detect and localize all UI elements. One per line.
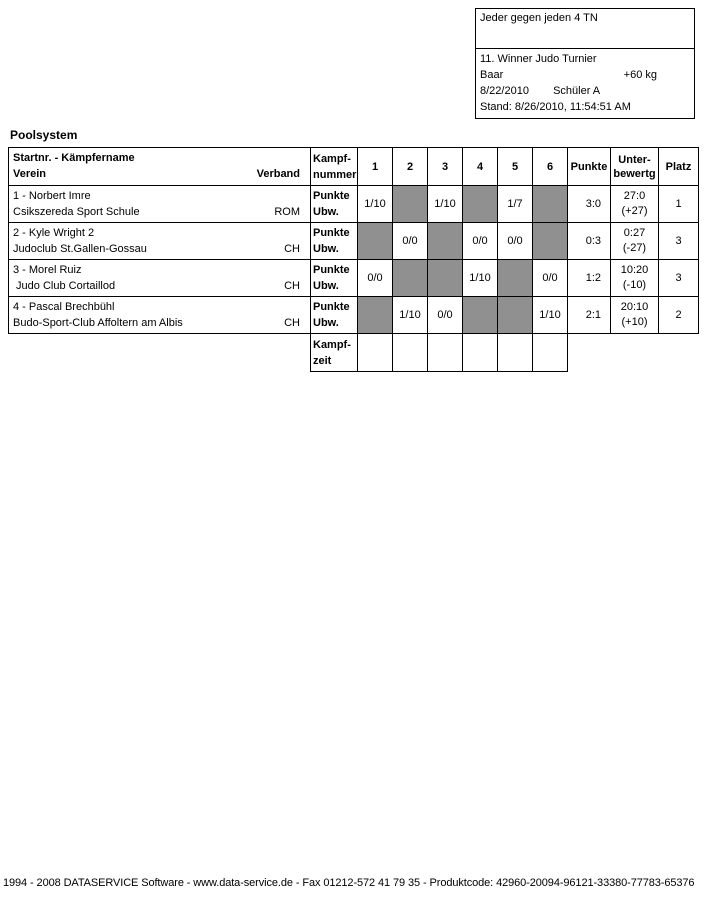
fighter-info-cell	[9, 297, 311, 334]
tournament-info-box	[475, 8, 695, 119]
header-club-federation	[13, 166, 305, 182]
header-match-number-line2: nummer	[313, 168, 357, 181]
header-match-4: 4	[463, 148, 498, 186]
location-weight-line	[480, 67, 690, 83]
points-total-cell: 2:1	[568, 297, 611, 334]
tournament-date: 8/22/2010	[480, 85, 529, 97]
subscore-diff: (+10)	[621, 316, 648, 328]
club-name: Csikszereda Sport Schule	[13, 206, 140, 218]
kampfzeit-cell	[358, 334, 393, 372]
subscore-value: 0:27	[623, 227, 646, 239]
header-club: Verein	[13, 168, 47, 180]
result-cell	[428, 223, 463, 260]
result-cell: 0/0	[533, 260, 568, 297]
kampfzeit-label-line2: zeit	[313, 354, 332, 367]
result-cell: 0/0	[428, 297, 463, 334]
pool-results-table	[8, 147, 699, 372]
footer-text: 1994 - 2008 DATASERVICE Software - www.data-service.de - Fax 01212-572 41 79 35 - Produktcode: 42960-20094-96121-33380-77783-65376	[3, 877, 695, 889]
result-cell	[498, 297, 533, 334]
row-label-punkte: Punkte	[313, 190, 350, 202]
fighter-name: 3 - Morel Ruiz	[13, 264, 82, 276]
subscore-value: 27:0	[623, 190, 646, 202]
subscore-value: 10:20	[620, 264, 649, 276]
kampfzeit-spacer	[568, 334, 611, 372]
header-match-2: 2	[393, 148, 428, 186]
result-cell	[533, 186, 568, 223]
result-cell: 1/10	[358, 186, 393, 223]
club-name: Budo-Sport-Club Affoltern am Albis	[13, 317, 183, 329]
fighter-info-cell	[9, 223, 311, 260]
subscore-diff: (-10)	[622, 279, 647, 291]
kampfzeit-spacer	[659, 334, 699, 372]
subscore-cell	[611, 223, 659, 260]
fighter-info-cell	[9, 260, 311, 297]
result-cell	[428, 260, 463, 297]
result-cell: 0/0	[358, 260, 393, 297]
federation-code: ROM	[274, 206, 300, 218]
row-label-cell	[311, 186, 358, 223]
result-cell: 1/10	[463, 260, 498, 297]
stand-timestamp: Stand: 8/26/2010, 11:54:51 AM	[480, 101, 631, 113]
date-category-line	[480, 83, 690, 99]
subscore-cell	[611, 297, 659, 334]
row-label-punkte: Punkte	[313, 301, 350, 313]
subscore-value: 20:10	[620, 301, 649, 313]
kampfzeit-cell	[498, 334, 533, 372]
row-label-cell	[311, 297, 358, 334]
header-fighter-name: Startnr. - Kämpfername	[13, 152, 135, 164]
kampfzeit-label-line1: Kampf-	[313, 338, 351, 351]
fighter-row-1	[9, 186, 699, 223]
club-name: Judoclub St.Gallen-Gossau	[13, 243, 147, 255]
header-match-number-line1: Kampf-	[313, 152, 351, 165]
fighter-info-cell	[9, 186, 311, 223]
header-fighter-column	[9, 148, 311, 186]
place-cell: 3	[659, 223, 699, 260]
subscore-diff: (-27)	[622, 242, 647, 254]
header-match-5: 5	[498, 148, 533, 186]
subscore-cell	[611, 186, 659, 223]
result-cell: 0/0	[498, 223, 533, 260]
result-cell	[463, 186, 498, 223]
kampfzeit-cell	[533, 334, 568, 372]
kampfzeit-spacer	[9, 334, 311, 372]
result-cell: 1/7	[498, 186, 533, 223]
result-cell: 1/10	[393, 297, 428, 334]
header-match-6: 6	[533, 148, 568, 186]
tournament-name: 11. Winner Judo Turnier	[480, 53, 597, 65]
row-label-cell	[311, 260, 358, 297]
subscore-cell	[611, 260, 659, 297]
result-cell: 0/0	[393, 223, 428, 260]
page-title: Poolsystem	[10, 128, 78, 142]
header-match-1: 1	[358, 148, 393, 186]
header-match-3: 3	[428, 148, 463, 186]
federation-code: CH	[284, 280, 300, 292]
result-cell	[358, 223, 393, 260]
weight-class-label: +60 kg	[623, 69, 657, 81]
kampfzeit-spacer	[611, 334, 659, 372]
header-subscore	[611, 148, 659, 186]
row-label-ubw: Ubw.	[313, 280, 339, 292]
header-place: Platz	[659, 148, 699, 186]
kampfzeit-label	[311, 334, 358, 372]
result-cell: 0/0	[463, 223, 498, 260]
points-total-cell: 3:0	[568, 186, 611, 223]
header-subscore-line1: Unter-	[618, 154, 651, 166]
place-cell: 3	[659, 260, 699, 297]
kampfzeit-cell	[463, 334, 498, 372]
row-label-punkte: Punkte	[313, 227, 350, 239]
result-cell	[463, 297, 498, 334]
pool-system-label: Jeder gegen jeden 4 TN	[476, 9, 694, 49]
kampfzeit-row	[9, 334, 699, 372]
table-header-row	[9, 148, 699, 186]
club-name: Judo Club Cortaillod	[13, 280, 116, 292]
header-federation: Verband	[256, 168, 300, 180]
header-subscore-line2: bewertg	[613, 168, 656, 180]
result-cell	[393, 186, 428, 223]
subscore-diff: (+27)	[621, 205, 648, 217]
kampfzeit-cell	[393, 334, 428, 372]
place-cell: 2	[659, 297, 699, 334]
header-points: Punkte	[568, 148, 611, 186]
row-label-cell	[311, 223, 358, 260]
federation-code: CH	[284, 243, 300, 255]
kampfzeit-cell	[428, 334, 463, 372]
tournament-details	[476, 49, 694, 118]
fighter-row-2	[9, 223, 699, 260]
place-cell: 1	[659, 186, 699, 223]
age-category-label: Schüler A	[553, 85, 601, 97]
result-cell	[498, 260, 533, 297]
location-label: Baar	[480, 69, 504, 81]
result-cell: 1/10	[533, 297, 568, 334]
fighter-row-3	[9, 260, 699, 297]
result-cell: 1/10	[428, 186, 463, 223]
federation-code: CH	[284, 317, 300, 329]
row-label-ubw: Ubw.	[313, 206, 339, 218]
fighter-name: 4 - Pascal Brechbühl	[13, 301, 115, 313]
points-total-cell: 0:3	[568, 223, 611, 260]
header-match-number	[311, 148, 358, 186]
points-total-cell: 1:2	[568, 260, 611, 297]
result-cell	[533, 223, 568, 260]
row-label-punkte: Punkte	[313, 264, 350, 276]
row-label-ubw: Ubw.	[313, 243, 339, 255]
fighter-name: 2 - Kyle Wright 2	[13, 227, 95, 239]
row-label-ubw: Ubw.	[313, 317, 339, 329]
result-cell	[393, 260, 428, 297]
result-cell	[358, 297, 393, 334]
fighter-row-4	[9, 297, 699, 334]
fighter-name: 1 - Norbert Imre	[13, 190, 91, 202]
